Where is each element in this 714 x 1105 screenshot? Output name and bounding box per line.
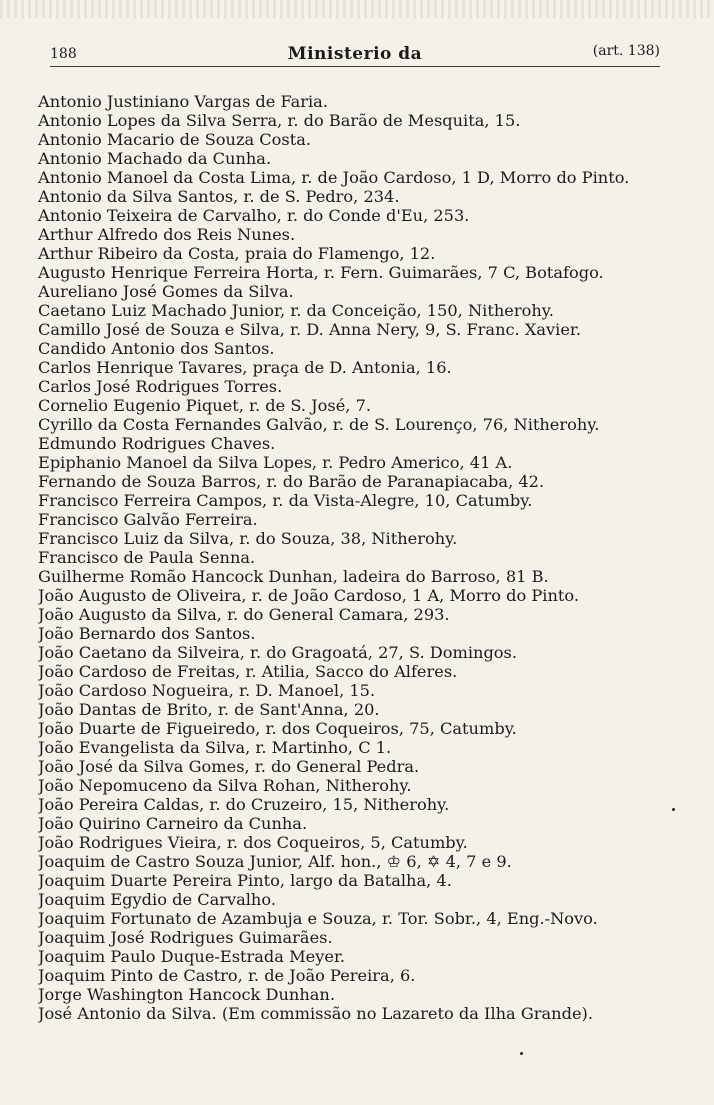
page-header	[50, 40, 660, 67]
list-item: Joaquim Fortunato de Azambuja e Souza, r. Tor. Sobr., 4, Eng.-Novo.	[38, 909, 598, 928]
list-item: João Dantas de Brito, r. de Sant'Anna, 20.	[38, 700, 380, 719]
list-item: Francisco de Paula Senna.	[38, 548, 256, 567]
list-item: Aureliano José Gomes da Silva.	[38, 282, 294, 301]
list-item: Epiphanio Manoel da Silva Lopes, r. Pedro Americo, 41 A.	[38, 453, 513, 472]
list-item: João Rodrigues Vieira, r. dos Coqueiros, 5, Catumby.	[38, 833, 468, 852]
list-item: João Caetano da Silveira, r. do Gragoatá, 27, S. Domingos.	[38, 643, 518, 662]
list-item: João Pereira Caldas, r. do Cruzeiro, 15, Nitherohy.	[38, 795, 450, 814]
list-item: Cyrillo da Costa Fernandes Galvão, r. de S. Lourenço, 76, Nitherohy.	[38, 415, 600, 434]
list-item: Arthur Alfredo dos Reis Nunes.	[38, 225, 296, 244]
list-item: Antonio da Silva Santos, r. de S. Pedro, 234.	[38, 187, 400, 206]
list-item: Guilherme Romão Hancock Dunhan, ladeira do Barroso, 81 B.	[38, 567, 549, 586]
page-edge-texture	[0, 0, 714, 18]
article-reference: (art. 138)	[592, 43, 660, 59]
list-item: João Evangelista da Silva, r. Martinho, C 1.	[38, 738, 392, 757]
ink-speck	[520, 1052, 523, 1055]
list-item: Francisco Luiz da Silva, r. do Souza, 38, Nitherohy.	[38, 529, 458, 548]
list-item: Candido Antonio dos Santos.	[38, 339, 275, 358]
list-item: João José da Silva Gomes, r. do General Pedra.	[38, 757, 420, 776]
list-item: João Duarte de Figueiredo, r. dos Coqueiros, 75, Catumby.	[38, 719, 517, 738]
list-item: Joaquim José Rodrigues Guimarães.	[38, 928, 333, 947]
list-item: Fernando de Souza Barros, r. do Barão de Paranapiacaba, 42.	[38, 472, 545, 491]
list-item: João Cardoso Nogueira, r. D. Manoel, 15.	[38, 681, 376, 700]
list-item: Edmundo Rodrigues Chaves.	[38, 434, 276, 453]
list-item: Arthur Ribeiro da Costa, praia do Flamengo, 12.	[38, 244, 436, 263]
list-item: Caetano Luiz Machado Junior, r. da Conceição, 150, Nitherohy.	[38, 301, 554, 320]
list-item: Carlos José Rodrigues Torres.	[38, 377, 283, 396]
list-item: Francisco Ferreira Campos, r. da Vista-Alegre, 10, Catumby.	[38, 491, 533, 510]
left-margin-speckle	[0, 560, 30, 1105]
list-item: Carlos Henrique Tavares, praça de D. Antonia, 16.	[38, 358, 452, 377]
ink-speck	[672, 808, 675, 811]
list-item: João Augusto da Silva, r. do General Camara, 293.	[38, 605, 450, 624]
list-item: João Bernardo dos Santos.	[38, 624, 256, 643]
list-item: Antonio Teixeira de Carvalho, r. do Conde d'Eu, 253.	[38, 206, 470, 225]
list-item: Jorge Washington Hancock Dunhan.	[38, 985, 335, 1004]
list-item: Augusto Henrique Ferreira Horta, r. Fern. Guimarães, 7 C, Botafogo.	[38, 263, 604, 282]
list-item: João Nepomuceno da Silva Rohan, Nitherohy.	[38, 776, 412, 795]
page-number: 188	[50, 46, 77, 62]
list-item: João Cardoso de Freitas, r. Atilia, Sacco do Alferes.	[38, 662, 458, 681]
list-item: Joaquim de Castro Souza Junior, Alf. hon., ♔ 6, ✡ 4, 7 e 9.	[38, 852, 512, 871]
list-item: Joaquim Paulo Duque-Estrada Meyer.	[38, 947, 346, 966]
list-item: Joaquim Egydio de Carvalho.	[38, 890, 276, 909]
list-item: Joaquim Duarte Pereira Pinto, largo da Batalha, 4.	[38, 871, 452, 890]
list-item: Antonio Justiniano Vargas de Faria.	[38, 92, 328, 111]
name-list	[38, 92, 678, 1023]
list-item: João Augusto de Oliveira, r. de João Cardoso, 1 A, Morro do Pinto.	[38, 586, 579, 605]
list-item: José Antonio da Silva. (Em commissão no Lazareto da Ilha Grande).	[38, 1004, 593, 1023]
list-item: João Quirino Carneiro da Cunha.	[38, 814, 308, 833]
list-item: Joaquim Pinto de Castro, r. de João Pereira, 6.	[38, 966, 416, 985]
list-item: Antonio Machado da Cunha.	[38, 149, 272, 168]
list-item: Antonio Lopes da Silva Serra, r. do Barão de Mesquita, 15.	[38, 111, 521, 130]
list-item: Cornelio Eugenio Piquet, r. de S. José, 7.	[38, 396, 372, 415]
list-item: Antonio Manoel da Costa Lima, r. de João Cardoso, 1 D, Morro do Pinto.	[38, 168, 630, 187]
running-title: Ministerio da	[287, 44, 423, 64]
list-item: Camillo José de Souza e Silva, r. D. Anna Nery, 9, S. Franc. Xavier.	[38, 320, 582, 339]
list-item: Antonio Macario de Souza Costa.	[38, 130, 312, 149]
list-item: Francisco Galvão Ferreira.	[38, 510, 258, 529]
